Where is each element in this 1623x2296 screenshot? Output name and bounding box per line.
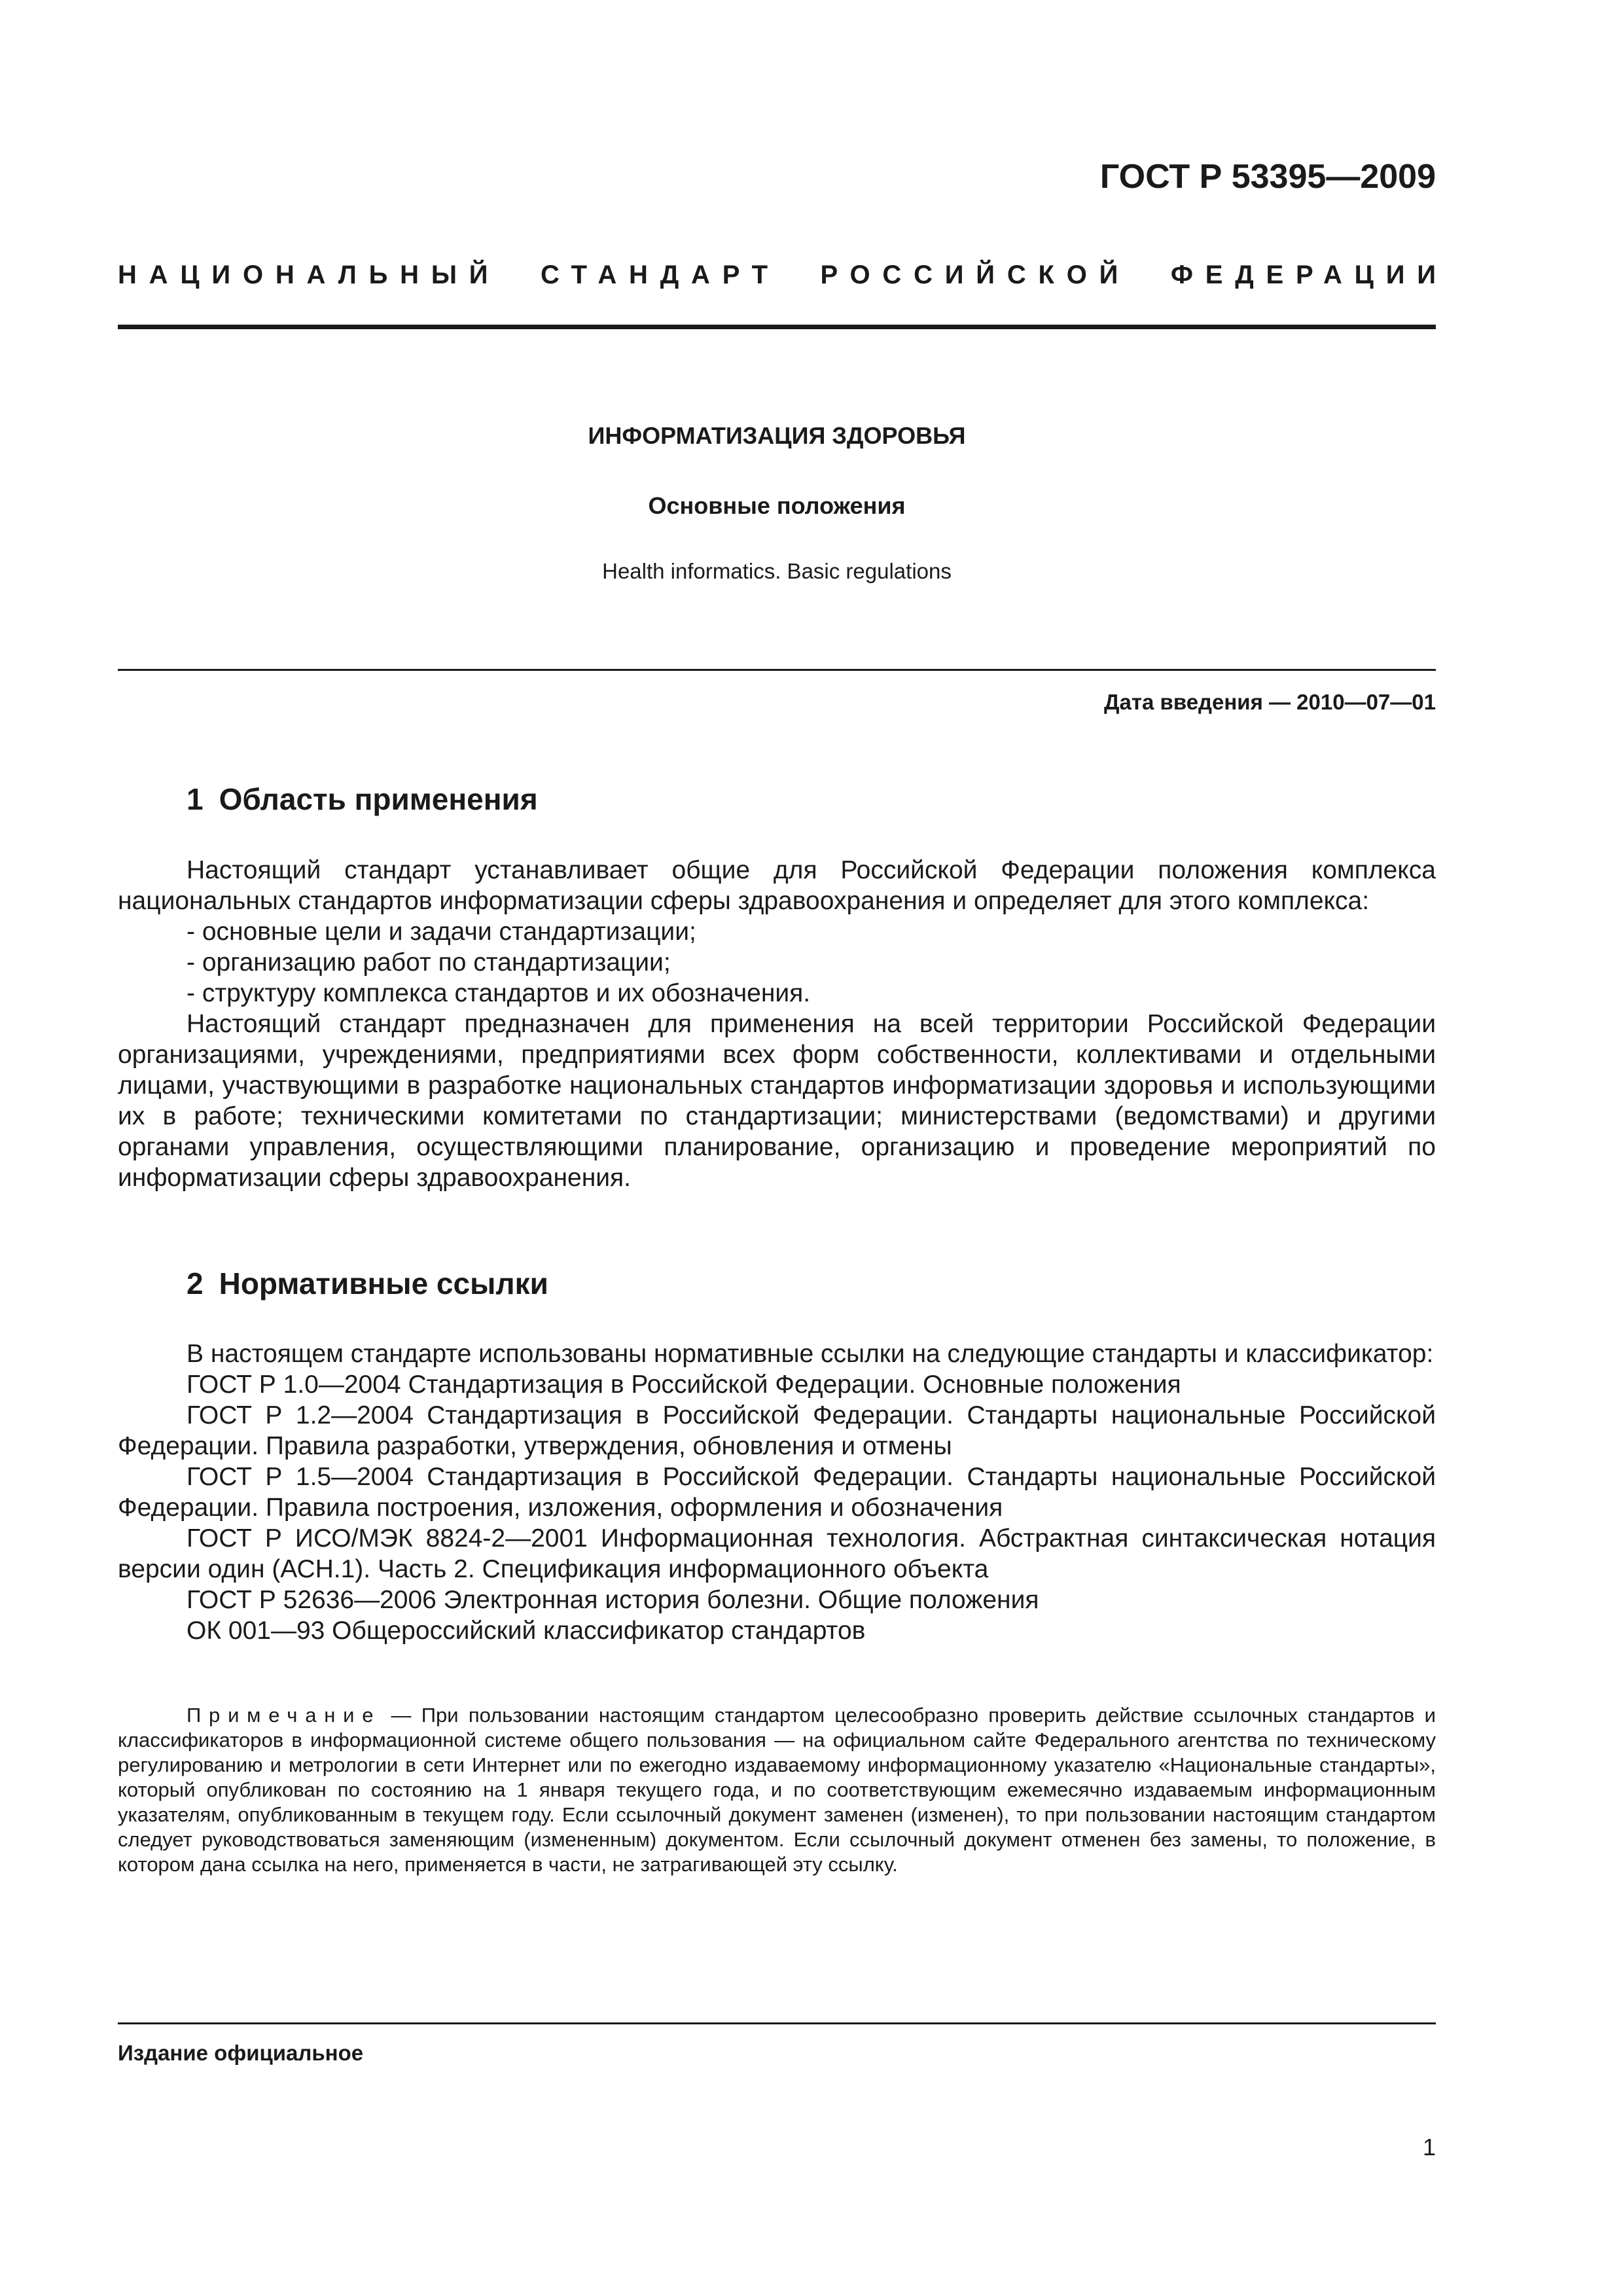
section-1-heading bbox=[187, 781, 538, 817]
banner-word: СТАНДАРТ bbox=[540, 260, 780, 289]
national-standard-banner bbox=[118, 260, 1448, 290]
reference-item: ОК 001—93 Общероссийский классификатор стандартов bbox=[187, 1617, 866, 1645]
banner-word: РОССИЙСКОЙ bbox=[820, 260, 1131, 289]
reference-item: ГОСТ Р 1.0—2004 Стандартизация в Российской Федерации. Основные положения bbox=[187, 1371, 1181, 1399]
banner-word: НАЦИОНАЛЬНЫЙ bbox=[118, 260, 501, 289]
reference-item: ГОСТ Р 1.2—2004 Стандартизация в Российской Федерации. Стандарты национальные Российской Федерации. Правила разработки, утверждения, обновления и отмены bbox=[118, 1401, 1436, 1460]
introduction-date: Дата введения — 2010—07—01 bbox=[1104, 690, 1436, 714]
reference-item: ГОСТ Р ИСО/МЭК 8824-2—2001 Информационная технология. Абстрактная синтаксическая нотация версии один (АСН.1). Часть 2. Спецификация информационного объекта bbox=[118, 1524, 1436, 1583]
section-1-body bbox=[118, 855, 1436, 1193]
banner-word: ФЕДЕРАЦИИ bbox=[1170, 260, 1448, 289]
note-paragraph bbox=[118, 1703, 1436, 1877]
note-block bbox=[118, 1703, 1436, 1877]
section-number: 1 bbox=[187, 782, 204, 816]
title-divider bbox=[118, 669, 1436, 671]
section-number: 2 bbox=[187, 1266, 204, 1300]
reference-item: ГОСТ Р 1.5—2004 Стандартизация в Российской Федерации. Стандарты национальные Российской Федерации. Правила построения, изложения, оформления и обозначения bbox=[118, 1463, 1436, 1522]
document-title: ИНФОРМАТИЗАЦИЯ ЗДОРОВЬЯ bbox=[588, 422, 966, 449]
note-label: Примечание bbox=[187, 1704, 382, 1727]
paragraph: В настоящем стандарте использованы нормативные ссылки на следующие стандарты и классификатор: bbox=[187, 1340, 1434, 1368]
gost-number: ГОСТ Р 53395—2009 bbox=[1099, 158, 1436, 196]
page-number: 1 bbox=[1422, 2134, 1436, 2161]
document-title-english: Health informatics. Basic regulations bbox=[602, 559, 952, 583]
header-divider bbox=[118, 325, 1436, 329]
section-2-body bbox=[118, 1338, 1436, 1646]
paragraph: Настоящий стандарт предназначен для применения на всей территории Российской Федерации организациями, учреждениями, предприятиями всех форм собственности, коллективами и отдельными лицами, участвующими в разработке национальных стандартов информатизации здоровья и использующими их в работе; техническими комитетами по стандартизации; министерствами (ведомствами) и другими органами управления, осуществляющими планирование, организацию и проведение мероприятий по информатизации сферы здравоохранения. bbox=[118, 1010, 1436, 1192]
section-2-heading bbox=[187, 1266, 548, 1301]
list-item: - основные цели и задачи стандартизации; bbox=[187, 918, 696, 946]
official-edition-label: Издание официальное bbox=[118, 2041, 364, 2065]
section-title: Область применения bbox=[219, 782, 538, 816]
paragraph: Настоящий стандарт устанавливает общие для Российской Федерации положения комплекса национальных стандартов информатизации сферы здравоохранения и определяет для этого комплекса: bbox=[118, 856, 1436, 915]
reference-item: ГОСТ Р 52636—2006 Электронная история болезни. Общие положения bbox=[187, 1586, 1039, 1614]
list-item: - структуру комплекса стандартов и их обозначения. bbox=[187, 979, 811, 1007]
document-subtitle: Основные положения bbox=[648, 492, 906, 519]
section-title: Нормативные ссылки bbox=[219, 1266, 548, 1300]
note-text: — При пользовании настоящим стандартом целесообразно проверить действие ссылочных стандартов и классификаторов в информационной системе общего пользования — на официальном сайте Федерального агентства по техническому регулированию и метрологии в сети Интернет или по ежегодно издаваемому информационному указателю «Национальные стандарты», который опубликован по состоянию на 1 января текущего года, и по соответствующим ежемесячно издаваемым информационным указателям, опубликованным в текущем году. Если ссылочный документ заменен (изменен), то при пользовании настоящим стандартом следует руководствоваться заменяющим (измененным) документом. Если ссылочный документ отменен без замены, то положение, в котором дана ссылка на него, применяется в части, не затрагивающей эту ссылку. bbox=[118, 1704, 1436, 1876]
footer-divider bbox=[118, 2022, 1436, 2024]
list-item: - организацию работ по стандартизации; bbox=[187, 948, 671, 977]
